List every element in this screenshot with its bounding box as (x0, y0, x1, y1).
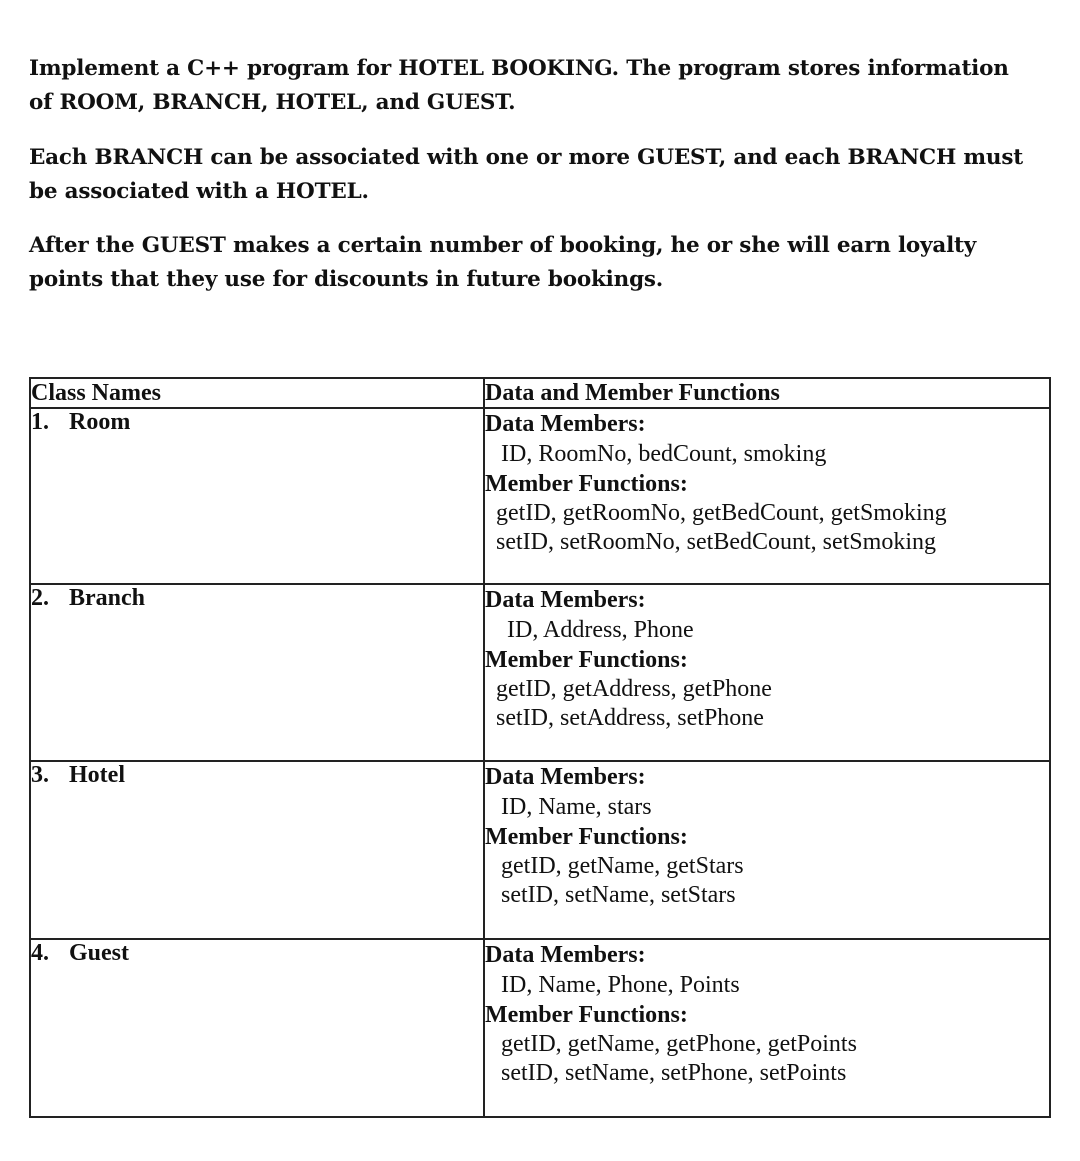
class-table (29, 377, 1051, 1118)
class-name: Hotel (69, 762, 125, 788)
data-members-list: ID, Name, stars (501, 794, 652, 820)
class-number: 3. (31, 762, 49, 788)
setter-functions-list: setID, setRoomNo, setBedCount, setSmoking (496, 529, 936, 555)
class-details-cell (484, 939, 1050, 1117)
table-row (30, 939, 1050, 1117)
member-functions-label: Member Functions: (485, 1002, 688, 1028)
intro-paragraph-3: After the GUEST makes a certain number of booking, he or she will earn loyalty points that they use for discounts in future bookings. (29, 233, 977, 292)
table-header-row (30, 378, 1050, 408)
getter-functions-list: getID, getName, getPhone, getPoints (501, 1031, 857, 1057)
getter-functions-list: getID, getAddress, getPhone (496, 676, 772, 702)
intro-paragraph-2: Each BRANCH can be associated with one or more GUEST, and each BRANCH must be associated with a HOTEL. (29, 145, 1023, 204)
getter-functions-list: getID, getRoomNo, getBedCount, getSmoking (496, 500, 947, 526)
class-name-cell (30, 939, 484, 1117)
table-row (30, 408, 1050, 584)
class-number: 1. (31, 409, 49, 435)
member-functions-label: Member Functions: (485, 824, 688, 850)
data-members-label: Data Members: (485, 587, 646, 613)
class-name-cell (30, 408, 484, 584)
member-functions-label: Member Functions: (485, 647, 688, 673)
class-name-cell (30, 584, 484, 761)
class-name: Guest (69, 940, 129, 966)
class-number: 2. (31, 585, 49, 611)
class-details-cell (484, 408, 1050, 584)
setter-functions-list: setID, setAddress, setPhone (496, 705, 764, 731)
data-members-list: ID, Address, Phone (507, 617, 694, 643)
data-members-label: Data Members: (485, 411, 646, 437)
class-details-cell (484, 584, 1050, 761)
class-name-cell (30, 761, 484, 939)
class-name: Branch (69, 585, 146, 611)
getter-functions-list: getID, getName, getStars (501, 853, 744, 879)
member-functions-label: Member Functions: (485, 471, 688, 497)
setter-functions-list: setID, setName, setStars (501, 882, 736, 908)
data-members-list: ID, Name, Phone, Points (501, 972, 740, 998)
class-names-header: Class Names (30, 378, 484, 408)
intro-paragraph-1: Implement a C++ program for HOTEL BOOKING. The program stores information of ROOM, BRANCH, HOTEL, and GUEST. (29, 56, 1009, 115)
setter-functions-list: setID, setName, setPhone, setPoints (501, 1060, 847, 1086)
data-functions-header: Data and Member Functions (484, 378, 1050, 408)
table-row (30, 761, 1050, 939)
data-members-label: Data Members: (485, 942, 646, 968)
table-row (30, 584, 1050, 761)
class-number: 4. (31, 940, 49, 966)
data-members-label: Data Members: (485, 764, 646, 790)
class-name: Room (69, 409, 131, 435)
data-members-list: ID, RoomNo, bedCount, smoking (501, 441, 827, 467)
class-details-cell (484, 761, 1050, 939)
